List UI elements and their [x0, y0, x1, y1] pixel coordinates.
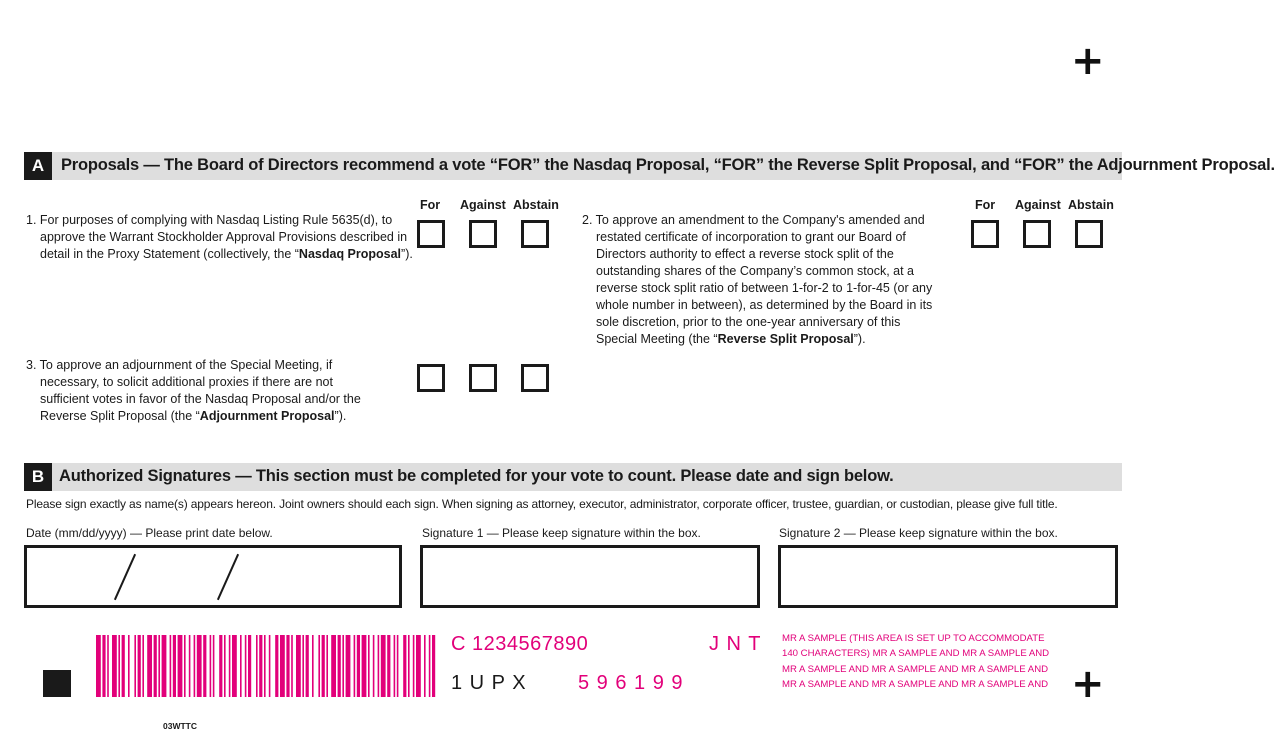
barcode-bar: [259, 635, 262, 697]
proposal-1-text: 1. For purposes of complying with Nasdaq Listing Rule 5635(d), to approve the Warrant Stockholder Approval Provisions described in detail in the Proxy Statement (collectively, the “Nasdaq Proposal”).: [26, 213, 413, 261]
barcode-bar: [173, 635, 176, 697]
barcode-bar: [286, 635, 289, 697]
barcode-bar: [432, 635, 435, 697]
barcode-bar: [264, 635, 266, 697]
vote-header-for: For: [420, 198, 441, 212]
section-b-header: [24, 463, 1122, 491]
barcode-bar: [138, 635, 141, 697]
barcode-bar: [197, 635, 202, 697]
barcode-bar: [354, 635, 356, 697]
barcode-bar: [368, 635, 370, 697]
form-code: 03WTTC: [163, 721, 197, 731]
barcode-bar: [318, 635, 320, 697]
registration-plus-icon: +: [1071, 38, 1105, 84]
signing-instructions: Please sign exactly as name(s) appears hereon. Joint owners should each sign. When signing as attorney, executor, administrator, corporate officer, trustee, guardian, or custodian, please give full title.: [26, 497, 1058, 511]
registration-plus-icon: +: [1071, 661, 1105, 707]
barcode-bar: [184, 635, 186, 697]
proposal-2-for-checkbox[interactable]: [971, 220, 999, 248]
registration-square: [43, 670, 71, 697]
proposal-1-abstain-checkbox[interactable]: [521, 220, 549, 248]
barcode-bar: [269, 635, 271, 697]
barcode-bar: [408, 635, 410, 697]
proposal-1-for-checkbox[interactable]: [417, 220, 445, 248]
barcode-bar: [112, 635, 117, 697]
control-number: C 1234567890: [451, 633, 589, 655]
barcode-bar: [170, 635, 172, 697]
barcode-bar: [189, 635, 191, 697]
date-label: Date (mm/dd/yyyy) — Please print date below.: [26, 526, 273, 540]
barcode-bar: [229, 635, 231, 697]
barcode-bar: [296, 635, 301, 697]
barcode-bar: [210, 635, 212, 697]
barcode-bar: [322, 635, 325, 697]
section-a-letter: A: [24, 152, 52, 180]
barcode-bar: [413, 635, 415, 697]
barcode-bar: [203, 635, 206, 697]
barcode-bar: [342, 635, 344, 697]
jnt-code: J N T: [709, 633, 762, 655]
barcode-bar: [326, 635, 328, 697]
barcode-bar: [424, 635, 426, 697]
vote-header-against: Against: [460, 198, 506, 212]
signature-2-label: Signature 2 — Please keep signature within the box.: [779, 526, 1058, 540]
date-separator-slash: [217, 554, 239, 600]
proposal-3-abstain-checkbox[interactable]: [521, 364, 549, 392]
barcode-bar: [331, 635, 336, 697]
barcode-bar: [194, 635, 196, 697]
section-a-title: Proposals — The Board of Directors recommend a vote “FOR” the Nasdaq Proposal, “FOR” the Reverse Split Proposal, and “FOR” the Adjournment Proposal.: [61, 156, 1275, 174]
barcode-bar: [346, 635, 351, 697]
proposal-3-for-checkbox[interactable]: [417, 364, 445, 392]
proposal-2-text: 2. To approve an amendment to the Company's amended and restated certificate of incorporation to grant our Board of Directors authority to effect a reverse stock split of the outstanding shares of the Company’s common stock, at a reverse stock split ratio of between 1-for-2 to 1-for-45 (or any whole number in between), as determined by the Board in its sole discretion, prior to the one-year anniversary of this Special Meeting (the “Reverse Split Proposal”).: [582, 213, 933, 346]
barcode-bar: [154, 635, 157, 697]
barcode-bar: [162, 635, 167, 697]
barcode-bar: [275, 635, 278, 697]
barcode-bar: [312, 635, 314, 697]
date-separator-slash: [114, 554, 136, 600]
barcode-bar: [248, 635, 251, 697]
barcode-bar: [134, 635, 136, 697]
barcode-bar: [416, 635, 421, 697]
barcode-bar: [245, 635, 247, 697]
barcode-bar: [357, 635, 360, 697]
barcode-bar: [128, 635, 130, 697]
barcode-bar: [96, 635, 101, 697]
postal-barcode: [96, 635, 438, 697]
signature-1-box[interactable]: [420, 545, 760, 608]
barcode-bar: [102, 635, 105, 697]
barcode-bar: [378, 635, 380, 697]
barcode-bar: [302, 635, 304, 697]
sample-address-block: MR A SAMPLE (THIS AREA IS SET UP TO ACCOMMODATE 140 CHARACTERS) MR A SAMPLE AND MR A SAMPLE AND MR A SAMPLE AND MR A SAMPLE AND MR A SAMPLE AND MR A SAMPLE AND MR A SAMPLE AND MR A SAMPLE AND: [782, 633, 1050, 690]
account-number: 5 9 6 1 9 9: [578, 672, 684, 694]
barcode-bar: [387, 635, 390, 697]
barcode-bar: [118, 635, 120, 697]
barcode-bar: [107, 635, 109, 697]
signature-2-box[interactable]: [778, 545, 1118, 608]
barcode-bar: [381, 635, 386, 697]
proposal-3-text: 3. To approve an adjournment of the Special Meeting, if necessary, to solicit additional proxies if there are not sufficient votes in favor of the Nasdaq Proposal and/or the Reverse Split Proposal (the “Adjournment Proposal”).: [26, 358, 361, 423]
barcode-bar: [142, 635, 144, 697]
section-b-title: Authorized Signatures — This section must be completed for your vote to count. Please date and sign below.: [59, 467, 894, 485]
barcode-bar: [362, 635, 367, 697]
vote-header-against: Against: [1015, 198, 1061, 212]
barcode-bar: [306, 635, 309, 697]
barcode-bar: [403, 635, 406, 697]
barcode-bar: [213, 635, 215, 697]
barcode-bar: [224, 635, 226, 697]
barcode-bar: [158, 635, 160, 697]
barcode-bar: [429, 635, 431, 697]
barcode-bar: [394, 635, 396, 697]
section-a-header: [24, 152, 1275, 180]
barcode-bar: [219, 635, 222, 697]
barcode-bar: [338, 635, 341, 697]
barcode-bar: [147, 635, 152, 697]
proposal-3-against-checkbox[interactable]: [469, 364, 497, 392]
proposal-2-against-checkbox[interactable]: [1023, 220, 1051, 248]
barcode-bar: [232, 635, 237, 697]
barcode-bar: [240, 635, 242, 697]
barcode-bar: [178, 635, 183, 697]
proposal-1-against-checkbox[interactable]: [469, 220, 497, 248]
vote-header-abstain: Abstain: [1068, 198, 1114, 212]
vote-header-abstain: Abstain: [513, 198, 559, 212]
date-input-box[interactable]: [24, 545, 402, 608]
proposal-2-abstain-checkbox[interactable]: [1075, 220, 1103, 248]
barcode-bar: [373, 635, 375, 697]
section-b-letter: B: [24, 463, 52, 491]
barcode-bar: [256, 635, 258, 697]
barcode-bar: [280, 635, 285, 697]
barcode-bar: [397, 635, 399, 697]
barcode-bar: [291, 635, 293, 697]
signature-1-label: Signature 1 — Please keep signature within the box.: [422, 526, 701, 540]
barcode-bar: [122, 635, 125, 697]
form-code-1upx: 1 U P X: [451, 672, 527, 694]
vote-header-for: For: [975, 198, 996, 212]
